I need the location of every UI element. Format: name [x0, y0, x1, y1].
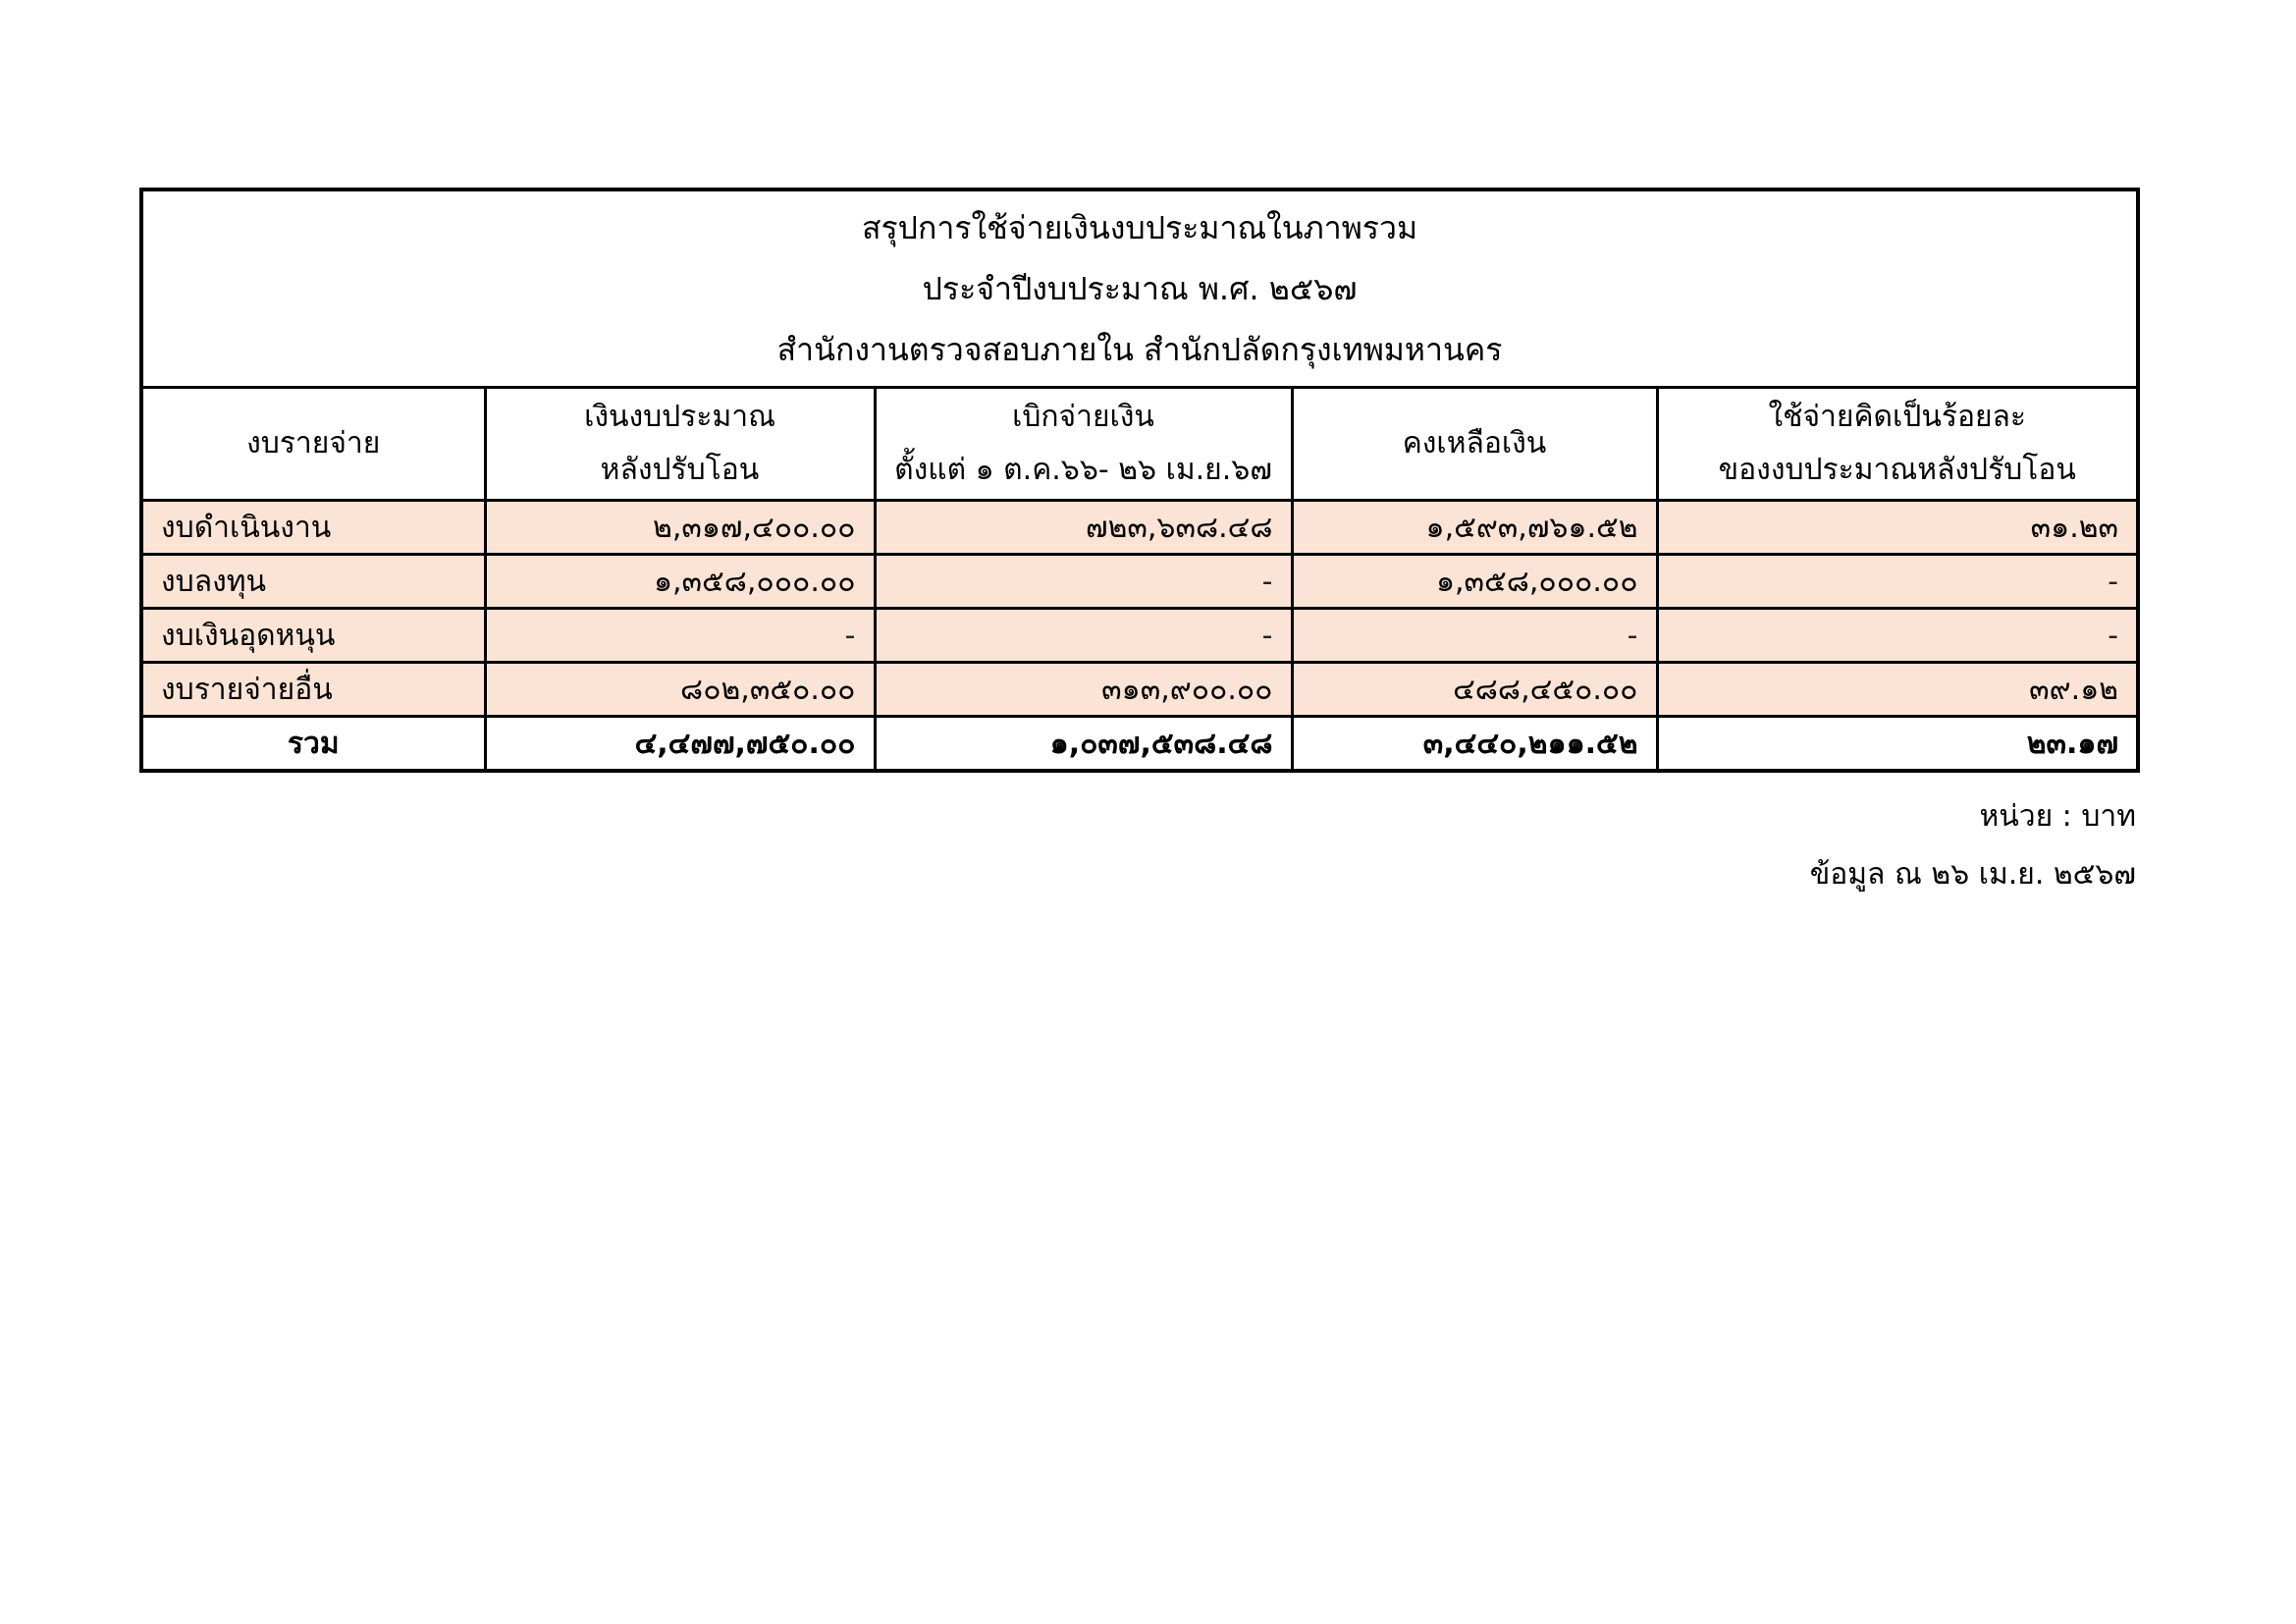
- total-row: [141, 717, 2138, 772]
- unit-note: หน่วย : บาท: [1979, 799, 2136, 834]
- table-row: [141, 663, 2138, 717]
- row-percent: ๓๙.๑๒: [1657, 663, 2138, 717]
- row-remaining: ๑,๕๙๓,๗๖๑.๕๒: [1292, 501, 1657, 555]
- table-row: [141, 609, 2138, 663]
- column-header-budget: [485, 388, 875, 501]
- row-disbursed: ๗๒๓,๖๓๘.๔๘: [875, 501, 1292, 555]
- table-row: [141, 555, 2138, 609]
- row-disbursed: -: [875, 555, 1292, 609]
- row-remaining: ๑,๓๕๘,๐๐๐.๐๐: [1292, 555, 1657, 609]
- row-category: งบเงินอุดหนุน: [141, 609, 485, 663]
- row-category: งบรายจ่ายอื่น: [141, 663, 485, 717]
- column-header-percent: [1657, 388, 2138, 501]
- column-header-budget-line2: หลังปรับโอน: [600, 453, 760, 487]
- budget-summary-sheet: [139, 188, 2136, 773]
- budget-summary-table: [139, 188, 2140, 773]
- row-disbursed: -: [875, 609, 1292, 663]
- column-header-category: [141, 388, 485, 501]
- total-percent: ๒๓.๑๗: [1657, 717, 2138, 772]
- data-date-note: ข้อมูล ณ ๒๖ เม.ย. ๒๕๖๗: [1809, 857, 2136, 892]
- column-header-budget-line1: เงินงบประมาณ: [584, 400, 775, 434]
- column-header-disbursed-line1: เบิกจ่ายเงิน: [1012, 400, 1154, 434]
- table-title: [141, 189, 2138, 388]
- total-label: รวม: [141, 717, 485, 772]
- title-line-2: ประจำปีงบประมาณ พ.ศ. ๒๕๖๗: [922, 270, 1358, 307]
- total-remaining: ๓,๔๔๐,๒๑๑.๕๒: [1292, 717, 1657, 772]
- table-row: [141, 501, 2138, 555]
- title-row: [141, 189, 2138, 388]
- row-remaining: -: [1292, 609, 1657, 663]
- column-header-remaining: [1292, 388, 1657, 501]
- column-header-percent-line1: ใช้จ่ายคิดเป็นร้อยละ: [1768, 400, 2027, 434]
- row-disbursed: ๓๑๓,๙๐๐.๐๐: [875, 663, 1292, 717]
- column-header-disbursed-line2: ตั้งแต่ ๑ ต.ค.๖๖- ๒๖ เม.ย.๖๗: [894, 453, 1272, 487]
- column-header-remaining-label: คงเหลือเงิน: [1402, 426, 1547, 460]
- row-percent: ๓๑.๒๓: [1657, 501, 2138, 555]
- title-line-1: สรุปการใช้จ่ายเงินงบประมาณในภาพรวม: [861, 209, 1418, 246]
- total-budget: ๔,๔๗๗,๗๕๐.๐๐: [485, 717, 875, 772]
- row-budget: -: [485, 609, 875, 663]
- row-percent: -: [1657, 609, 2138, 663]
- row-percent: -: [1657, 555, 2138, 609]
- row-category: งบดำเนินงาน: [141, 501, 485, 555]
- column-header-category-label: งบรายจ่าย: [246, 426, 381, 460]
- column-header-percent-line2: ของงบประมาณหลังปรับโอน: [1718, 453, 2076, 487]
- row-budget: ๑,๓๕๘,๐๐๐.๐๐: [485, 555, 875, 609]
- column-header-disbursed: [875, 388, 1292, 501]
- row-remaining: ๔๘๘,๔๕๐.๐๐: [1292, 663, 1657, 717]
- title-line-3: สำนักงานตรวจสอบภายใน สำนักปลัดกรุงเทพมหานคร: [776, 331, 1503, 368]
- header-row: [141, 388, 2138, 501]
- row-budget: ๘๐๒,๓๕๐.๐๐: [485, 663, 875, 717]
- row-category: งบลงทุน: [141, 555, 485, 609]
- total-disbursed: ๑,๐๓๗,๕๓๘.๔๘: [875, 717, 1292, 772]
- row-budget: ๒,๓๑๗,๔๐๐.๐๐: [485, 501, 875, 555]
